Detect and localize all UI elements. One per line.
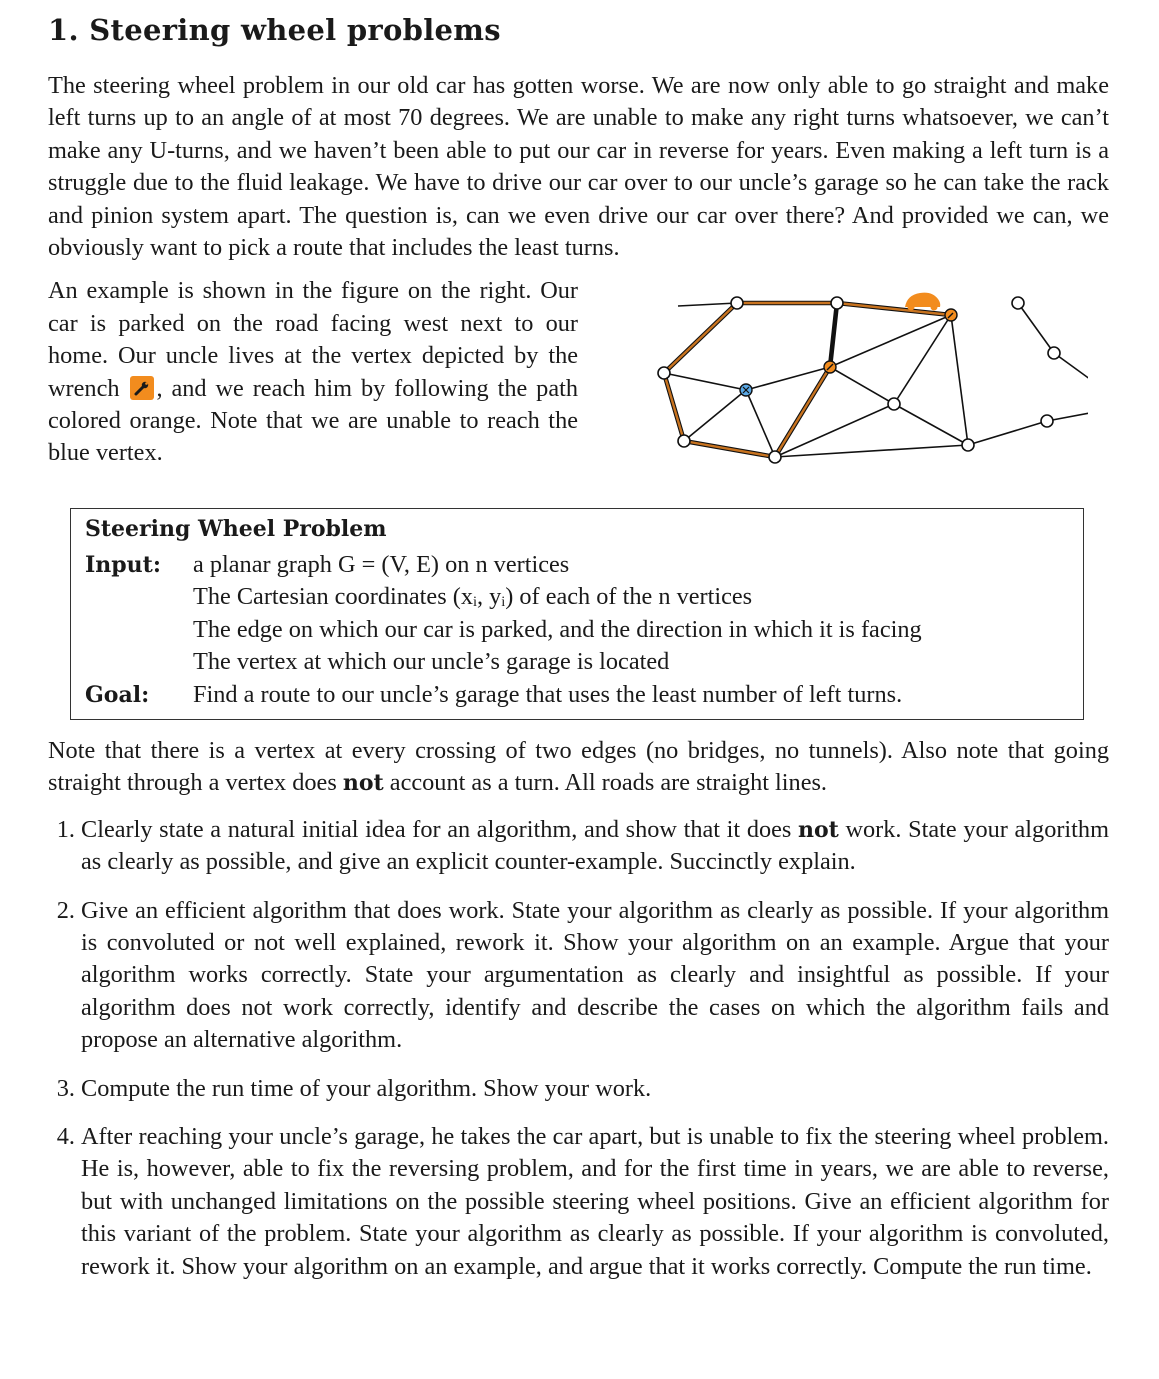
question-1-text-2: work. State your algorithm as clearly as possible, and give an explicit counter-example. Succinctly explain. xyxy=(81,815,1109,876)
graph-vertices xyxy=(658,297,1088,463)
input-row-4 xyxy=(85,646,1069,678)
route-path xyxy=(664,303,951,457)
note-bold: not xyxy=(342,770,384,797)
question-list xyxy=(48,814,1109,1283)
wrench-vertex-icon xyxy=(945,309,957,321)
input-line-2: The Cartesian coordinates (xᵢ, yᵢ) of each of the n vertices xyxy=(193,583,753,611)
note-text-1: Note that there is a vertex at every crossing of two edges (no bridges, no tunnels). Also note that going straight through a vertex does xyxy=(48,737,1109,797)
input-row-3 xyxy=(85,614,1069,646)
example-paragraph xyxy=(48,275,578,469)
wrench-icon xyxy=(130,376,154,400)
input-row xyxy=(85,549,1069,581)
example-graph-figure xyxy=(608,269,1088,469)
example-section xyxy=(48,275,1109,467)
problem-definition-box xyxy=(70,508,1084,720)
note-paragraph xyxy=(48,735,1109,800)
question-1-bold: not xyxy=(798,816,839,843)
page xyxy=(48,0,1109,1280)
orange-vertex-icon xyxy=(824,361,836,373)
graph-edges xyxy=(664,303,1088,457)
input-line-4: The vertex at which our uncle’s garage is located xyxy=(193,648,670,676)
question-1-text-1: Clearly state a natural initial idea for an algorithm, and show that it does xyxy=(81,815,798,843)
question-4: 4. After reaching your uncle’s garage, he takes the car apart, but is unable to fix the steering wheel problem. He is, however, able to fix the reversing problem, and for the first time in years, we are able to reverse, but with unchanged limitations on the possible steering wheel positions. Give an efficient algorithm for this variant of the problem. State your algorithm as clearly as possible. If your algorithm is convoluted, rework it. Show your algorithm on an example, and argue that it works correctly. Compute the run time. xyxy=(81,1121,1109,1283)
input-line-3: The edge on which our car is parked, and the direction in which it is facing xyxy=(193,615,922,643)
intro-paragraph: The steering wheel problem in our old car has gotten worse. We are now only able to go straight and make left turns up to an angle of at most 70 degrees. We are unable to make any right turns whatsoever, we can’t make any U-turns, and we haven’t been able to put our car in reverse for years. Even making a left turn is a struggle due to the fluid leakage. We have to drive our car over to our uncle’s garage so he can take the rack and pinion system apart. The question is, can we even drive our car over there? And provided we can, we obviously want to pick a route that includes the least turns. xyxy=(48,72,1109,262)
route-path-fill xyxy=(664,303,951,457)
example-text-end: , and we reach him by following the path colored orange. Note that we are unable to reach the blue vertex. xyxy=(48,374,579,467)
input-label: Input: xyxy=(85,552,161,578)
note-text-2: account as a turn. All roads are straight lines. xyxy=(383,769,828,797)
goal-row xyxy=(85,679,1069,711)
goal-text: Find a route to our uncle’s garage that uses the least number of left turns. xyxy=(193,680,903,708)
question-1 xyxy=(81,814,1109,879)
after-box-section xyxy=(48,735,1109,1299)
example-text-start: An example is shown in the figure on the right. Our car is parked on the road facing west next to our home. Our uncle lives at the vertex depicted by the wrench xyxy=(48,277,578,402)
car-icon xyxy=(905,293,940,311)
section-title: 1. Steering wheel problems xyxy=(48,13,501,47)
input-row-2 xyxy=(85,581,1069,613)
goal-label: Goal: xyxy=(85,681,150,708)
question-3: 3. Compute the run time of your algorithm. Show your work. xyxy=(81,1073,1109,1105)
problem-title: Steering Wheel Problem xyxy=(85,516,387,542)
question-2: 2. Give an efficient algorithm that does work. State your algorithm as clearly as possible. If your algorithm is convoluted or not well explained, rework it. Show your algorithm on an example. Argue that your algorithm works correctly. State your argumentation as clearly and insightful as possible. If your algorithm does not work correctly, identify and describe the cases on which the algorithm fails and propose an alternative algorithm. xyxy=(81,895,1109,1057)
input-line-1: a planar graph G = (V, E) on n vertices xyxy=(193,551,570,578)
blue-x-vertex-icon xyxy=(740,384,752,396)
